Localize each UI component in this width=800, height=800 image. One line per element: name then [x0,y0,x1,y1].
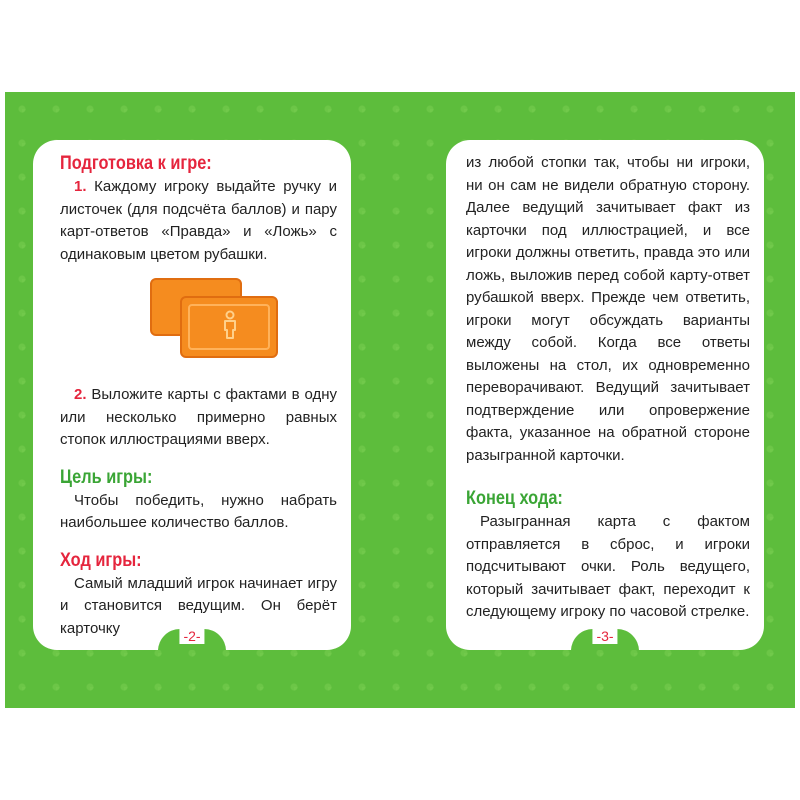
move-heading: Ход игры: [60,549,142,571]
goal-text: Чтобы победить, нужно набрать наибольшее количество баллов. [60,491,337,531]
move-text-continued: из любой стопки так, чтобы ни игроки, ни он сам не видели обратную сторону. Далее ведущий зачитывает факт из карточки под иллюстрацией, и все игроки должны ответить, правда это или ложь, выложив перед собой карту-ответ рубашкой вверх. Прежде чем ответить, игроки могут обсуждать варианты между собой. Когда все ответы выложены на стол, их одновременно переворачивают. Ведущий зачитывает подтверждение или опровержение факта, указанное на обратной стороне разыгранной карточки. [466,154,750,464]
step-2-text: Выложите карты с фактами в одну или несколько примерно равных стопок иллюстрациями вверх. [60,386,337,448]
step-2-number: 2. [74,386,87,403]
person-icon [220,310,240,340]
step-1-number: 1. [74,178,87,195]
page-3-card [446,140,764,650]
step-2 [60,384,337,452]
prep-heading: Подготовка к игре: [60,153,212,174]
answer-cards-illustration [60,274,337,374]
page-2-card [33,140,351,650]
step-1 [60,176,337,266]
step-1-text: Каждому игроку выдайте ручку и листочек (для подсчёта баллов) и пару карт-ответов «Правда» и «Ложь» с одинаковым цветом рубашки. [60,178,337,263]
move-text: Самый младший игрок начинает игру и становится ведущим. Он берёт карточку [60,574,337,637]
goal-heading: Цель игры: [60,466,153,488]
end-heading: Конец хода: [466,488,563,509]
answer-card-front [180,296,278,358]
end-text: Разыгранная карта с фактом отправляется в сброс, и игроки подсчитывают очки. Роль ведущего, который зачитывает факт, переходит к следующему игроку по часовой стрелке. [466,513,750,620]
page-number-2: -2- [179,628,204,644]
page-number-3: -3- [592,628,617,644]
